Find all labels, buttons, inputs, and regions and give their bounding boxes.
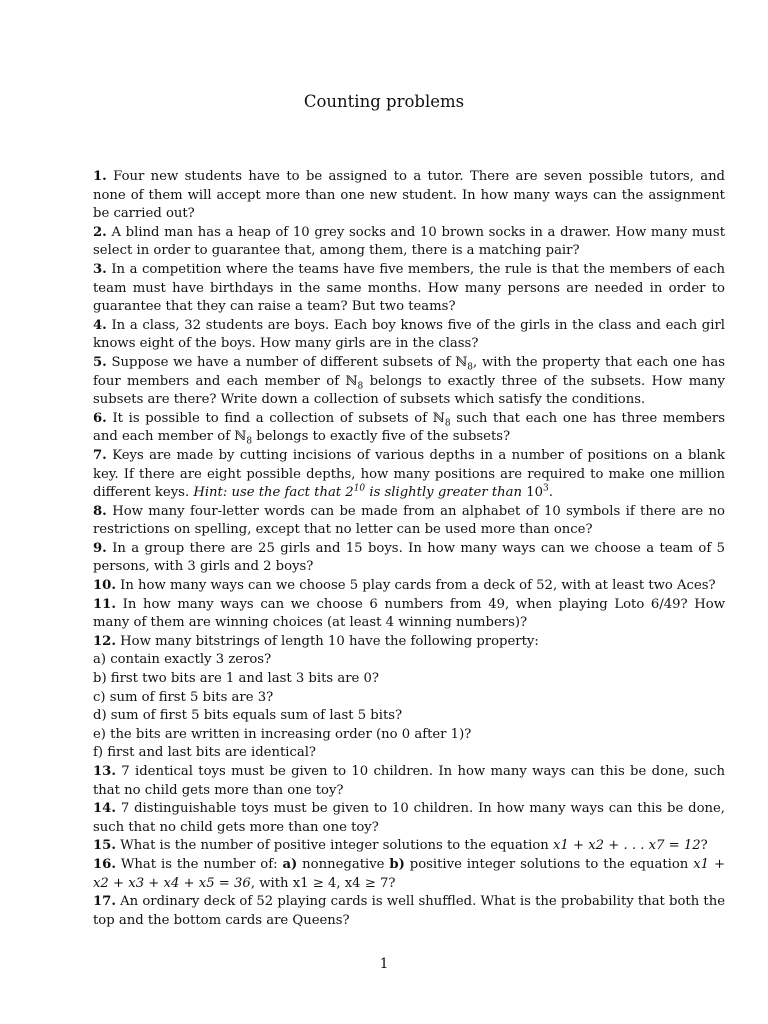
hint-text: 10 [526, 485, 543, 501]
problem-12-item-b: b) first two bits are 1 and last 3 bits are 0? [93, 671, 379, 687]
problem-hint [193, 485, 553, 500]
problem-number: 9. [93, 540, 107, 556]
problem-7 [93, 447, 725, 503]
page-title: Counting problems [303, 92, 465, 111]
problem-text: In a competition where the teams have five members, the rule is that the members of each team must have birthdays in the same months. How many persons are needed in order to guarantee that they can raise a team? But two teams? [93, 261, 725, 315]
part-label: a) [282, 856, 298, 872]
problem-text: Four new students have to be assigned to a tutor. There are seven possible tutors, and none of them will accept more than one new student. In how many ways can the assignment be carried out? [93, 169, 725, 222]
problem-text: In a group there are 25 girls and 15 boys. In how many ways can we choose a team of 5 persons, with 3 girls and 2 boys? [93, 540, 725, 575]
problem-11 [93, 596, 725, 633]
problem-number: 17. [93, 894, 116, 910]
problem-number: 8. [93, 503, 107, 519]
problem-number: 15. [93, 838, 116, 854]
problem-text: nonnegative [297, 856, 390, 872]
problem-text: belongs to exactly five of the subsets? [252, 429, 511, 445]
problem-10 [93, 577, 725, 596]
problem-number: 11. [93, 596, 116, 612]
problem-number: 5. [93, 354, 107, 370]
problem-number: 2. [93, 224, 107, 240]
problem-number: 6. [93, 410, 107, 426]
subscript: 8 [357, 381, 364, 392]
problem-number: 12. [93, 633, 116, 649]
problem-text: , with the property that each one has four members and each member of ℕ [93, 354, 726, 389]
equation: x1 + x2 + . . . x7 = 12 [552, 838, 701, 854]
problem-number: 3. [93, 261, 107, 277]
problem-9 [93, 540, 725, 577]
problem-text: ? [700, 838, 708, 854]
conditions: , with x1 ≥ 4, x4 ≥ 7 [250, 875, 389, 891]
problem-text: Keys are made by cutting incisions of various depths in a number of positions on a blank key. If there are eight possible depths, how many positions are required to make one million different keys. [93, 447, 725, 501]
problem-text: In a class, 32 students are boys. Each boy knows five of the girls in the class and each girl knows eight of the boys. How many girls are in the class? [93, 317, 725, 352]
part-label: b) [389, 856, 405, 872]
problem-number: 14. [93, 801, 116, 817]
problem-1 [93, 168, 725, 224]
problem-number: 1. [93, 169, 107, 184]
problem-number: 16. [93, 856, 116, 872]
problem-17 [93, 893, 725, 930]
problem-text: 7 identical toys must be given to 10 children. In how many ways can this be done, such that no child gets more than one toy? [93, 764, 725, 798]
subscript: 8 [444, 418, 451, 429]
problem-2 [93, 224, 725, 261]
problem-12-item-d: d) sum of first 5 bits equals sum of last 5 bits? [93, 708, 403, 724]
problem-text: A blind man has a heap of 10 grey socks and 10 brown socks in a drawer. How many must select in order to guarantee that, among them, there is a matching pair? [93, 224, 725, 259]
problem-text: belongs to exactly three of the subsets. How many subsets are there? Write down a collection of subsets which satisfy the conditions. [93, 373, 726, 408]
hint-text: is slightly greater than [365, 485, 527, 501]
subscript: 8 [467, 362, 474, 373]
superscript: 10 [353, 483, 366, 494]
page-number: 1 [379, 956, 389, 972]
problem-number: 13. [93, 764, 116, 779]
problem-3 [93, 261, 725, 317]
problem-12-item-e: e) the bits are written in increasing order (no 0 after 1)? [93, 726, 472, 742]
equation: x1 + x2 + x3 + x4 + x5 = 36 [93, 856, 725, 891]
problem-text: Suppose we have a number of different subsets of ℕ [111, 354, 468, 370]
problem-12-item-c: c) sum of first 5 bits are 3? [93, 689, 274, 705]
problem-text: In how many ways can we choose 5 play cards from a deck of 52, with at least two Aces? [120, 578, 716, 594]
problem-text: An ordinary deck of 52 playing cards is well shuffled. What is the probability that both the top and the bottom cards are Queens? [93, 894, 726, 928]
problem-5 [93, 354, 725, 410]
problem-text: positive integer solutions to the equation [404, 856, 694, 872]
problem-12-item-a: a) contain exactly 3 zeros? [93, 652, 272, 668]
hint-text: Hint: use the fact that 2 [193, 485, 354, 501]
problem-12 [93, 633, 725, 652]
problem-14 [93, 800, 725, 837]
problem-number: 7. [93, 447, 107, 463]
problem-text: How many four-letter words can be made from an alphabet of 10 symbols if there are no restrictions on spelling, except that no letter can be used more than once? [93, 503, 725, 538]
problem-number: 10. [93, 578, 116, 594]
problem-text: How many bitstrings of length 10 have the following property: [120, 633, 539, 649]
problem-text: 7 distinguishable toys must be given to 10 children. In how many ways can this be done, such that no child gets more than one toy? [93, 801, 725, 835]
problem-13 [93, 763, 725, 800]
problem-text: such that each one has three members and each member of ℕ [93, 410, 725, 445]
subscript: 8 [246, 436, 253, 447]
problem-text: What is the number of: [120, 856, 283, 872]
problem-text: It is possible to find a collection of subsets of ℕ [112, 410, 445, 426]
problem-16 [93, 856, 725, 893]
problem-number: 4. [93, 317, 107, 333]
problem-list [93, 168, 725, 930]
problem-6 [93, 410, 725, 447]
problem-text: ? [388, 875, 396, 891]
problem-text: In how many ways can we choose 6 numbers from 49, when playing Loto 6/49? How many of them are winning choices (at least 4 winning numbers)? [93, 596, 725, 631]
problem-text: What is the number of positive integer solutions to the equation [120, 838, 553, 854]
superscript: 3 [542, 483, 549, 494]
problem-15 [93, 837, 725, 856]
hint-text: . [548, 485, 553, 501]
problem-12-item-f: f) first and last bits are identical? [93, 745, 316, 761]
problem-4 [93, 317, 725, 354]
problem-8 [93, 503, 725, 540]
